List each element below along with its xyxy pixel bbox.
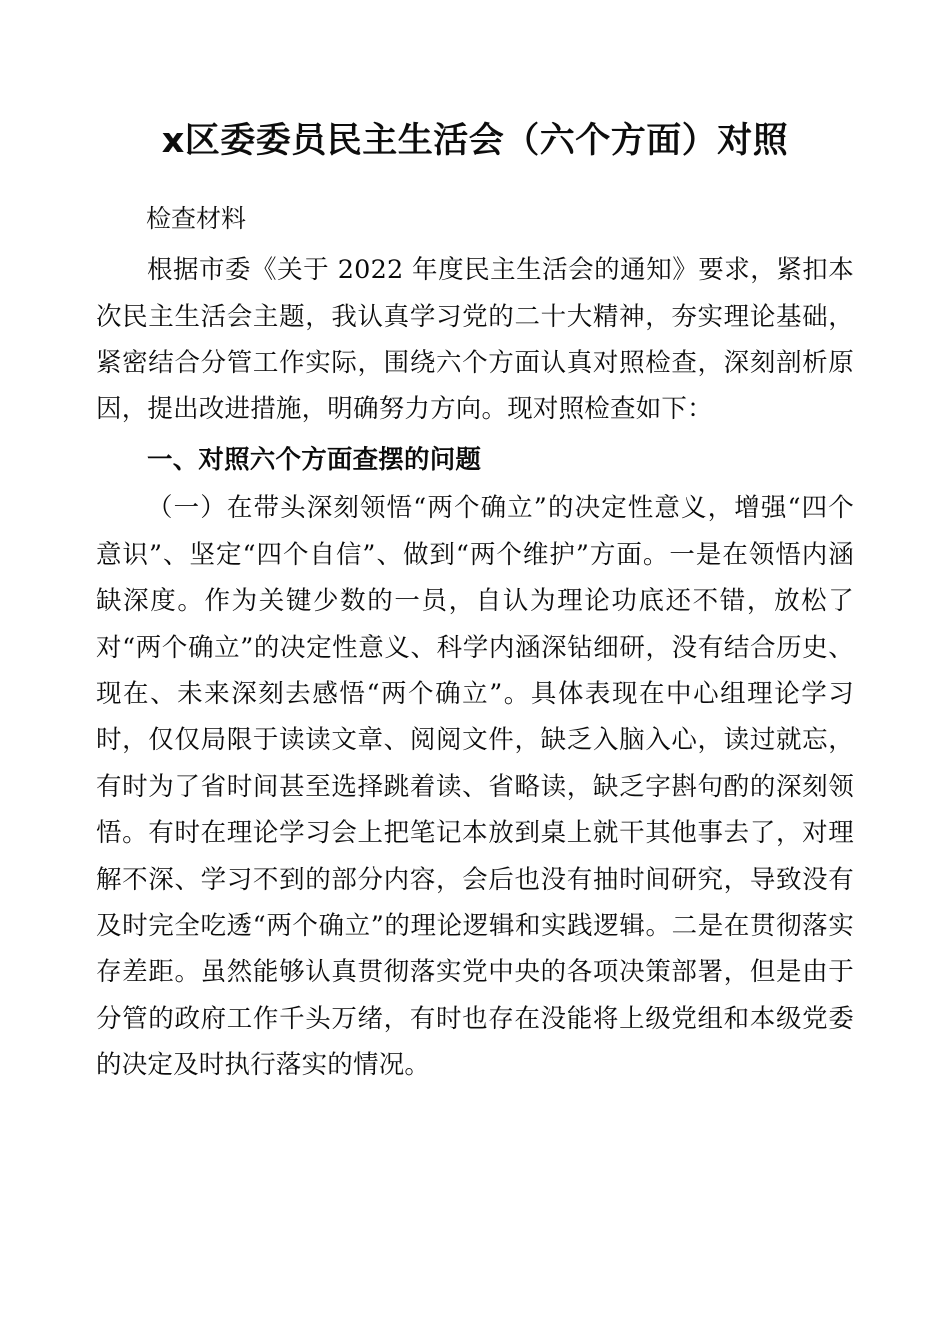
paragraph-intro: 根据市委《关于 2022 年度民主生活会的通知》要求，紧扣本次民主生活会主题，我认真学习党的二十大精神，夯实理论基础，紧密结合分管工作实际，围绕六个方面认真对照检查，深刻剖析原因，提出改进措施，明确努力方向。现对照检查如下：: [96, 255, 854, 425]
document-title: x区委委员民主生活会（六个方面）对照: [161, 121, 789, 161]
section-heading-one: 一、对照六个方面查摆的问题: [147, 444, 482, 475]
document-subtitle: 检查材料: [146, 204, 247, 234]
paragraph-section-one-item-a: （一）在带头深刻领悟“两个确立”的决定性意义，增强“四个意识”、坚定“四个自信”、做到“两个维护”方面。一是在领悟内涵缺深度。作为关键少数的一员，自认为理论功底还不错，放松了对“两个确立”的决定性意义、科学内涵深钻细研，没有结合历史、现在、未来深刻去感悟“两个确立”。具体表现在中心组理论学习时，仅仅局限于读读文章、阅阅文件，缺乏入脑入心，读过就忘，有时为了省时间甚至选择跳着读、省略读，缺乏字斟句酌的深刻领悟。有时在理论学习会上把笔记本放到桌上就干其他事去了，对理解不深、学习不到的部分内容，会后也没有抽时间研究，导致没有及时完全吃透“两个确立”的理论逻辑和实践逻辑。二是在贯彻落实存差距。虽然能够认真贯彻落实党中央的各项决策部署，但是由于分管的政府工作千头万绪，有时也存在没能将上级党组和本级党委的决定及时执行落实的情况。: [96, 493, 854, 1081]
